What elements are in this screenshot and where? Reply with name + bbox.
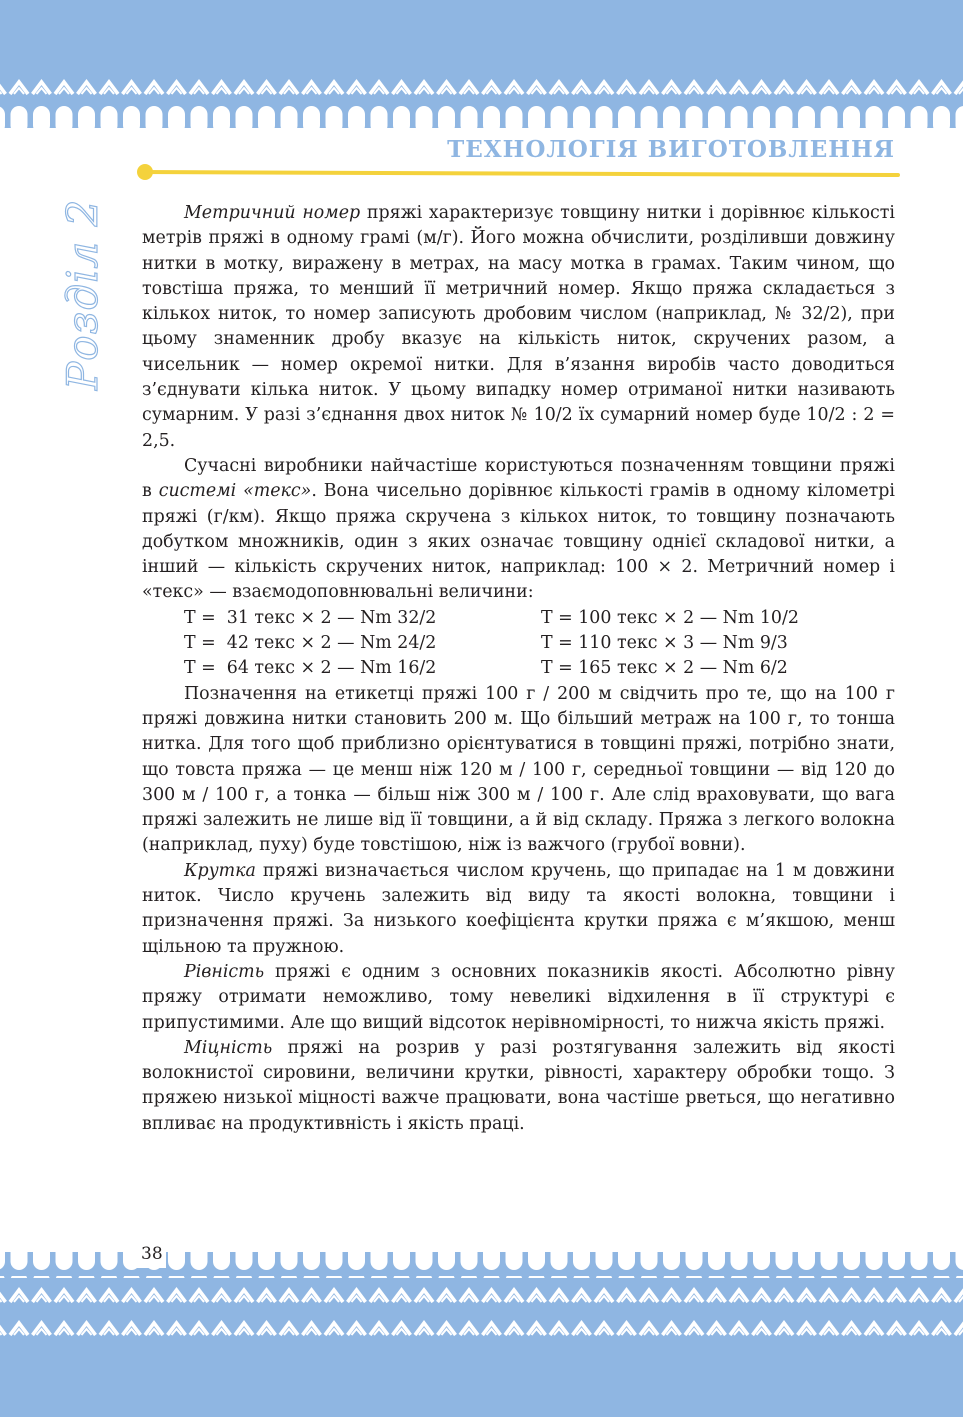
page-content <box>142 201 895 1137</box>
bottom-chevron-row-2 <box>0 1315 963 1348</box>
formula-left: Т = 31 текс × 2 — Nm 32/2 <box>184 607 437 628</box>
header-title: ТЕХНОЛОГІЯ ВИГОТОВЛЕННЯ <box>447 136 895 163</box>
paragraph-evenness <box>142 960 895 1036</box>
term-tex-system: системі «текс» <box>158 481 312 502</box>
formula-right: Т = 165 текс × 2 — Nm 6/2 <box>541 658 788 679</box>
top-chevron-row <box>0 74 963 98</box>
header-yellow-rule <box>140 172 898 175</box>
paragraph-text: пряжі на розрив у разі розтягування залежить від якості волокнистої сировини, величини крутки, рівності, характеру обробки тощо. З пряжею низької міцності важче працювати, вона частіше рветься, що негативно впливає на продуктивність і якість праці. <box>142 1037 895 1134</box>
paragraph-twist <box>142 859 895 960</box>
paragraph-text: пряжі визначається числом кручень, що припадає на 1 м довжини ниток. Число кручень залежить від виду та якості волокна, товщини і призначення пряжі. За низького коефіцієнта крутки пряжа є м’якшою, менш щільною та пружною. <box>142 860 895 957</box>
formula-left: Т = 42 текс × 2 — Nm 24/2 <box>184 633 437 654</box>
paragraph-text: пряжі є одним з основних показників якості. Абсолютно рівну пряжу отримати неможливо, тому невеликі відхилення в її структурі є припустимими. Але що вищий відсоток нерівномірності, то нижча якість пряжі. <box>142 961 895 1033</box>
term-metric-number: Метричний номер <box>184 203 361 223</box>
term-evenness: Рівність <box>184 961 265 982</box>
paragraph-text: . Вона чисельно дорівнює кількості грамів в одному кілометрі пряжі (г/км). Якщо пряжа скручена з кількох ниток, то товщину позначають добутком множників, один з яких означає товщину однієї складової нитки, а інший — кількість скручених ниток, наприклад: 100 × 2. Метричний номер і «текс» — взаємодоповнювальні величини: <box>142 481 895 603</box>
paragraph-metric-number <box>142 201 895 454</box>
paragraph-strength <box>142 1036 895 1137</box>
formula-right: Т = 100 текс × 2 — Nm 10/2 <box>541 607 799 628</box>
paragraph-label-meaning: Позначення на етикетці пряжі 100 г / 200 м свідчить про те, що на 100 г пряжі довжина нитки становить 200 м. Що більший метраж на 100 г, то тонша нитка. Для того щоб приблизно орієнтуватися в товщині пряжі, потрібно знати, що товста пряжа — це менш ніж 120 м / 100 г, середньої товщини — від 120 до 300 м / 100 г, а тонка — більш ніж 300 м / 100 г. Але слід враховувати, що вага пряжі залежить не лише від її товщини, а й від складу. Пряжа з легкого волокна (наприклад, пуху) буде товстішою, ніж із важчого (грубої вовни). <box>142 683 895 856</box>
formula-row <box>142 631 895 656</box>
paragraph-text: Сучасні виробники найчастіше користуються позначенням товщини пряжі в <box>142 455 895 502</box>
paragraph-tex-system <box>142 454 895 606</box>
top-scallop-row <box>0 104 963 128</box>
formula-left: Т = 64 текс × 2 — Nm 16/2 <box>184 658 437 679</box>
formula-row <box>142 606 895 631</box>
term-strength: Міцність <box>184 1037 273 1058</box>
header-yellow-dot <box>137 164 153 180</box>
page-number: 38 <box>141 1244 163 1264</box>
formula-row <box>142 656 895 681</box>
section-label: Розділ 2 <box>58 198 107 390</box>
bottom-chevron-row-1 <box>0 1282 963 1315</box>
term-twist: Крутка <box>184 860 256 881</box>
paragraph-text: пряжі характеризує товщину нитки і дорівнює кількості метрів пряжі в одному грамі (м/г). Його можна обчислити, розділивши довжину нитки в мотку, виражену в метрах, на масу мотка в грамах. Таким чином, що товстіша пряжа, то менший її метричний номер. Якщо пряжа складається з кількох ниток, то номер записують дробовим числом (наприклад, № 32/2), при цьому знаменник дробу вказує на кількість ниток, скручених разом, а чисельник — номер окремої нитки. Для в’язання виробів часто доводиться з’єднувати кілька ниток. У цьому випадку номер отриманої нитки називають сумарним. У разі з’єднання двох ниток № 10/2 їх сумарний номер буде 10/2 : 2 = 2,5. <box>142 203 895 451</box>
formula-right: Т = 110 текс × 3 — Nm 9/3 <box>541 633 788 654</box>
